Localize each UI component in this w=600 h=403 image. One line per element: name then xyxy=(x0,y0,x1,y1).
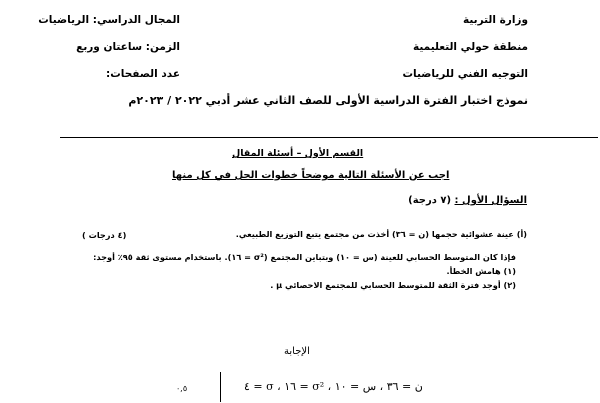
exam-duration: الزمن: ساعتان وربع xyxy=(76,41,180,53)
section-title: القسم الأول – أسئلة المقال xyxy=(232,148,364,159)
header-divider xyxy=(60,137,598,138)
question-header xyxy=(408,195,527,206)
answer-label: الإجابة xyxy=(284,346,310,357)
ministry-name: وزارة التربية xyxy=(462,14,528,26)
requirement-confidence-interval: (٢) أوجد فترة الثقة للمتوسط الحسابي للمجتمع الاحصائي μ . xyxy=(270,280,516,290)
part-a-statement: (أ) عينة عشوائية حجمها (ن = ٣٦) أخذت من مجتمع يتبع التوزيع الطبيعي. xyxy=(235,229,527,239)
question-label: السؤال الأول : xyxy=(454,195,527,206)
educational-region: منطقة حولي التعليمية xyxy=(413,41,528,53)
exam-title: نموذج اختبار الفترة الدراسية الأولى للصف الثاني عشر أدبي ٢٠٢٢ / ٢٠٢٣م xyxy=(128,94,528,107)
part-a-condition: فإذا كان المتوسط الحسابي للعينة (س = ١٠) وبتباين المجتمع (σ² = ١٦). باستخدام مستوى ثقة ٩٥٪ أوجد: xyxy=(93,252,516,262)
page-count: عدد الصفحات: xyxy=(106,68,180,80)
technical-supervision: التوجيه الفني للرياضيات xyxy=(402,68,528,80)
answer-left-value: ٠,٥ xyxy=(176,384,188,393)
answer-givens: ن = ٣٦ ، س = ١٠ ، σ² = ١٦ ، σ = ٤ xyxy=(244,380,423,393)
subject-field: المجال الدراسي: الرياضيات xyxy=(38,14,180,26)
requirement-margin-of-error: (١) هامش الخطأ. xyxy=(446,266,516,276)
answer-divider xyxy=(220,372,221,402)
part-a-marks: (٤ درجات ) xyxy=(82,230,127,240)
question-marks: (٧ درجة) xyxy=(408,195,452,206)
section-instruction: اجب عن الأسئلة التالية موضحاً خطوات الحل في كل منها xyxy=(172,170,450,181)
